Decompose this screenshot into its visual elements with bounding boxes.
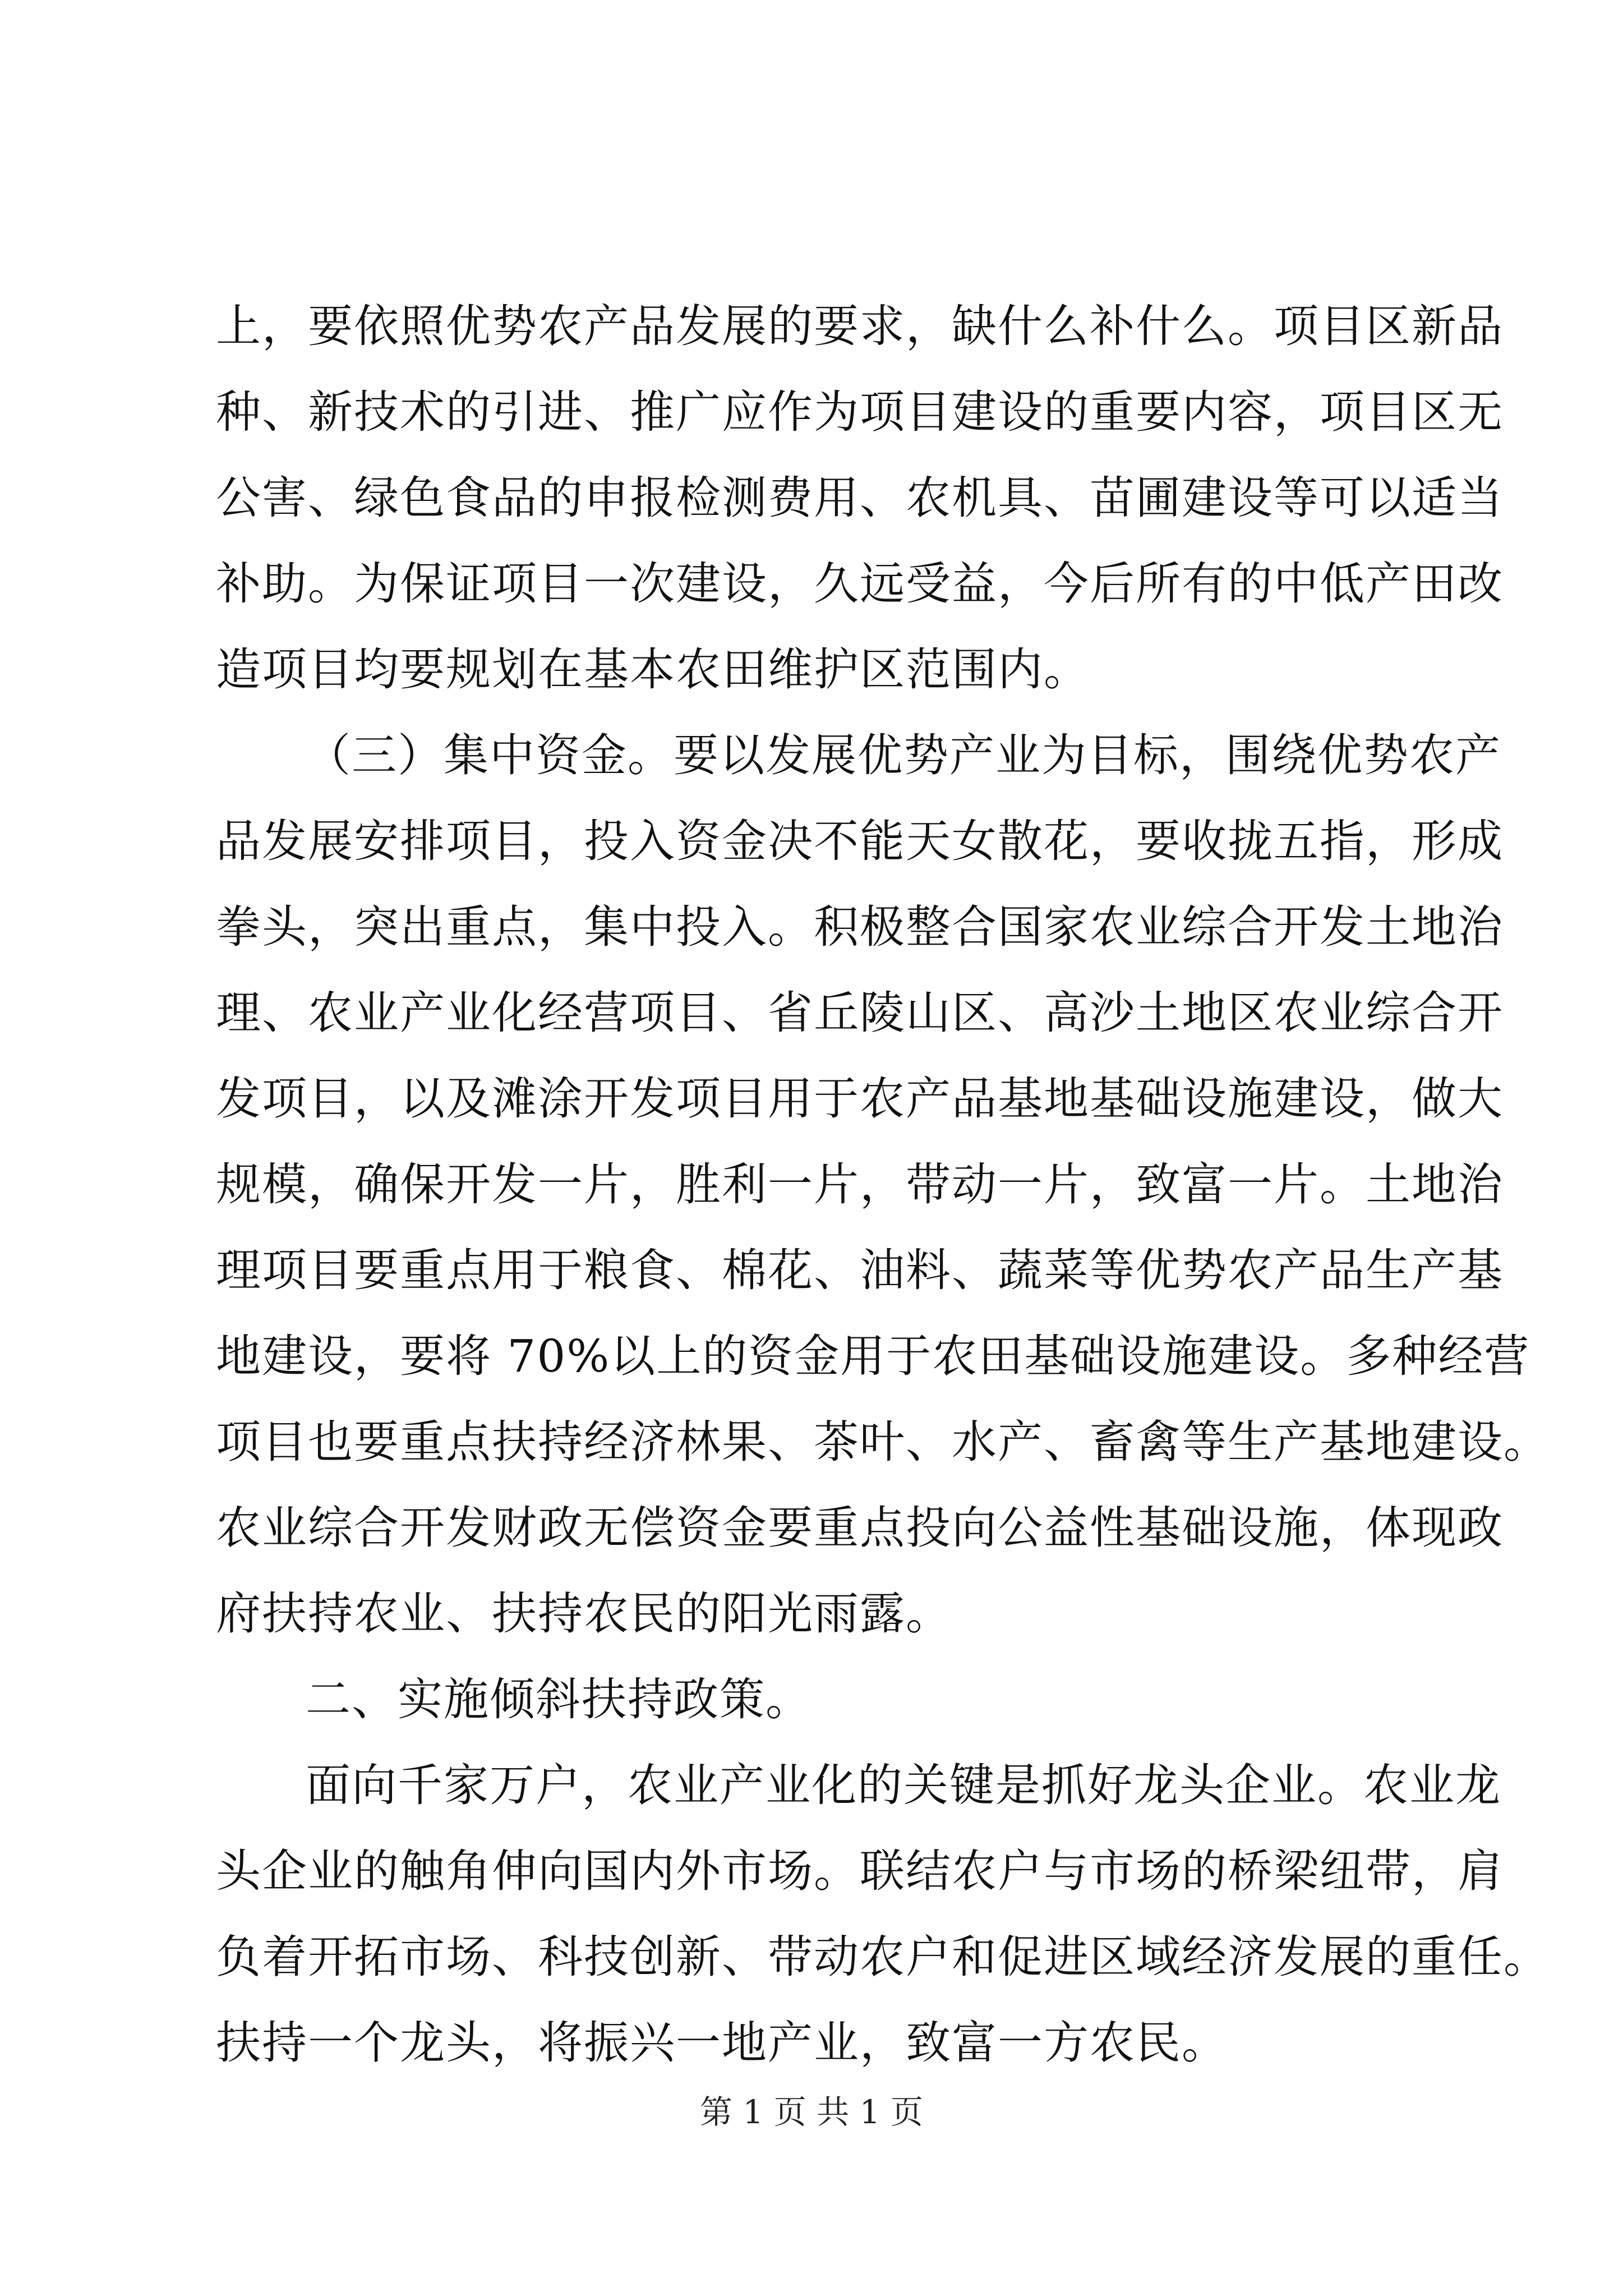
paragraph-start-line: 面向千家万户，农业产业化的关键是抓好龙头企业。农业龙 [306, 1759, 1501, 1811]
text-line: 扶持一个龙头，将振兴一地产业，致富一方农民。 [216, 2017, 1228, 2069]
text-line: 造项目均要规划在基本农田维护区范围内。 [216, 643, 1090, 696]
text-line: 理项目要重点用于粮食、棉花、油料、蔬菜等优势农产品生产基 [216, 1244, 1504, 1296]
text-line: 拳头，突出重点，集中投入。积极整合国家农业综合开发土地治 [216, 901, 1504, 953]
page-number-footer: 第 1 页 共 1 页 [700, 2093, 923, 2131]
text-line: 项目也要重点扶持经济林果、茶叶、水产、畜禽等生产基地建设。 [216, 1416, 1550, 1468]
text-line: 头企业的触角伸向国内外市场。联结农户与市场的桥梁纽带，肩 [216, 1845, 1504, 1897]
text-line: 种、新技术的引进、推广应作为项目建设的重要内容，项目区无 [216, 386, 1504, 438]
text-line: 公害、绿色食品的申报检测费用、农机具、苗圃建设等可以适当 [216, 472, 1504, 524]
text-line: 理、农业产业化经营项目、省丘陵山区、高沙土地区农业综合开 [216, 987, 1504, 1039]
paragraph-start-line: （三）集中资金。要以发展优势产业为目标，围绕优势农产 [306, 729, 1501, 781]
text-line: 上，要依照优势农产品发展的要求，缺什么补什么。项目区新品 [216, 300, 1504, 352]
text-line: 地建设，要将 70%以上的资金用于农田基础设施建设。多种经营 [216, 1330, 1530, 1382]
text-line: 负着开拓市场、科技创新、带动农户和促进区域经济发展的重任。 [216, 1931, 1550, 1983]
text-line: 农业综合开发财政无偿资金要重点投向公益性基础设施，体现政 [216, 1502, 1504, 1554]
text-line: 品发展安排项目，投入资金决不能天女散花，要收拢五指，形成 [216, 815, 1504, 867]
text-line: 府扶持农业、扶持农民的阳光雨露。 [216, 1588, 952, 1640]
text-line: 发项目，以及滩涂开发项目用于农产品基地基础设施建设，做大 [216, 1073, 1504, 1125]
text-line: 规模，确保开发一片，胜利一片，带动一片，致富一片。土地治 [216, 1158, 1504, 1211]
text-line: 补助。为保证项目一次建设，久远受益，今后所有的中低产田改 [216, 558, 1504, 610]
section-heading: 二、实施倾斜扶持政策。 [306, 1673, 811, 1726]
document-body [216, 283, 1550, 2086]
